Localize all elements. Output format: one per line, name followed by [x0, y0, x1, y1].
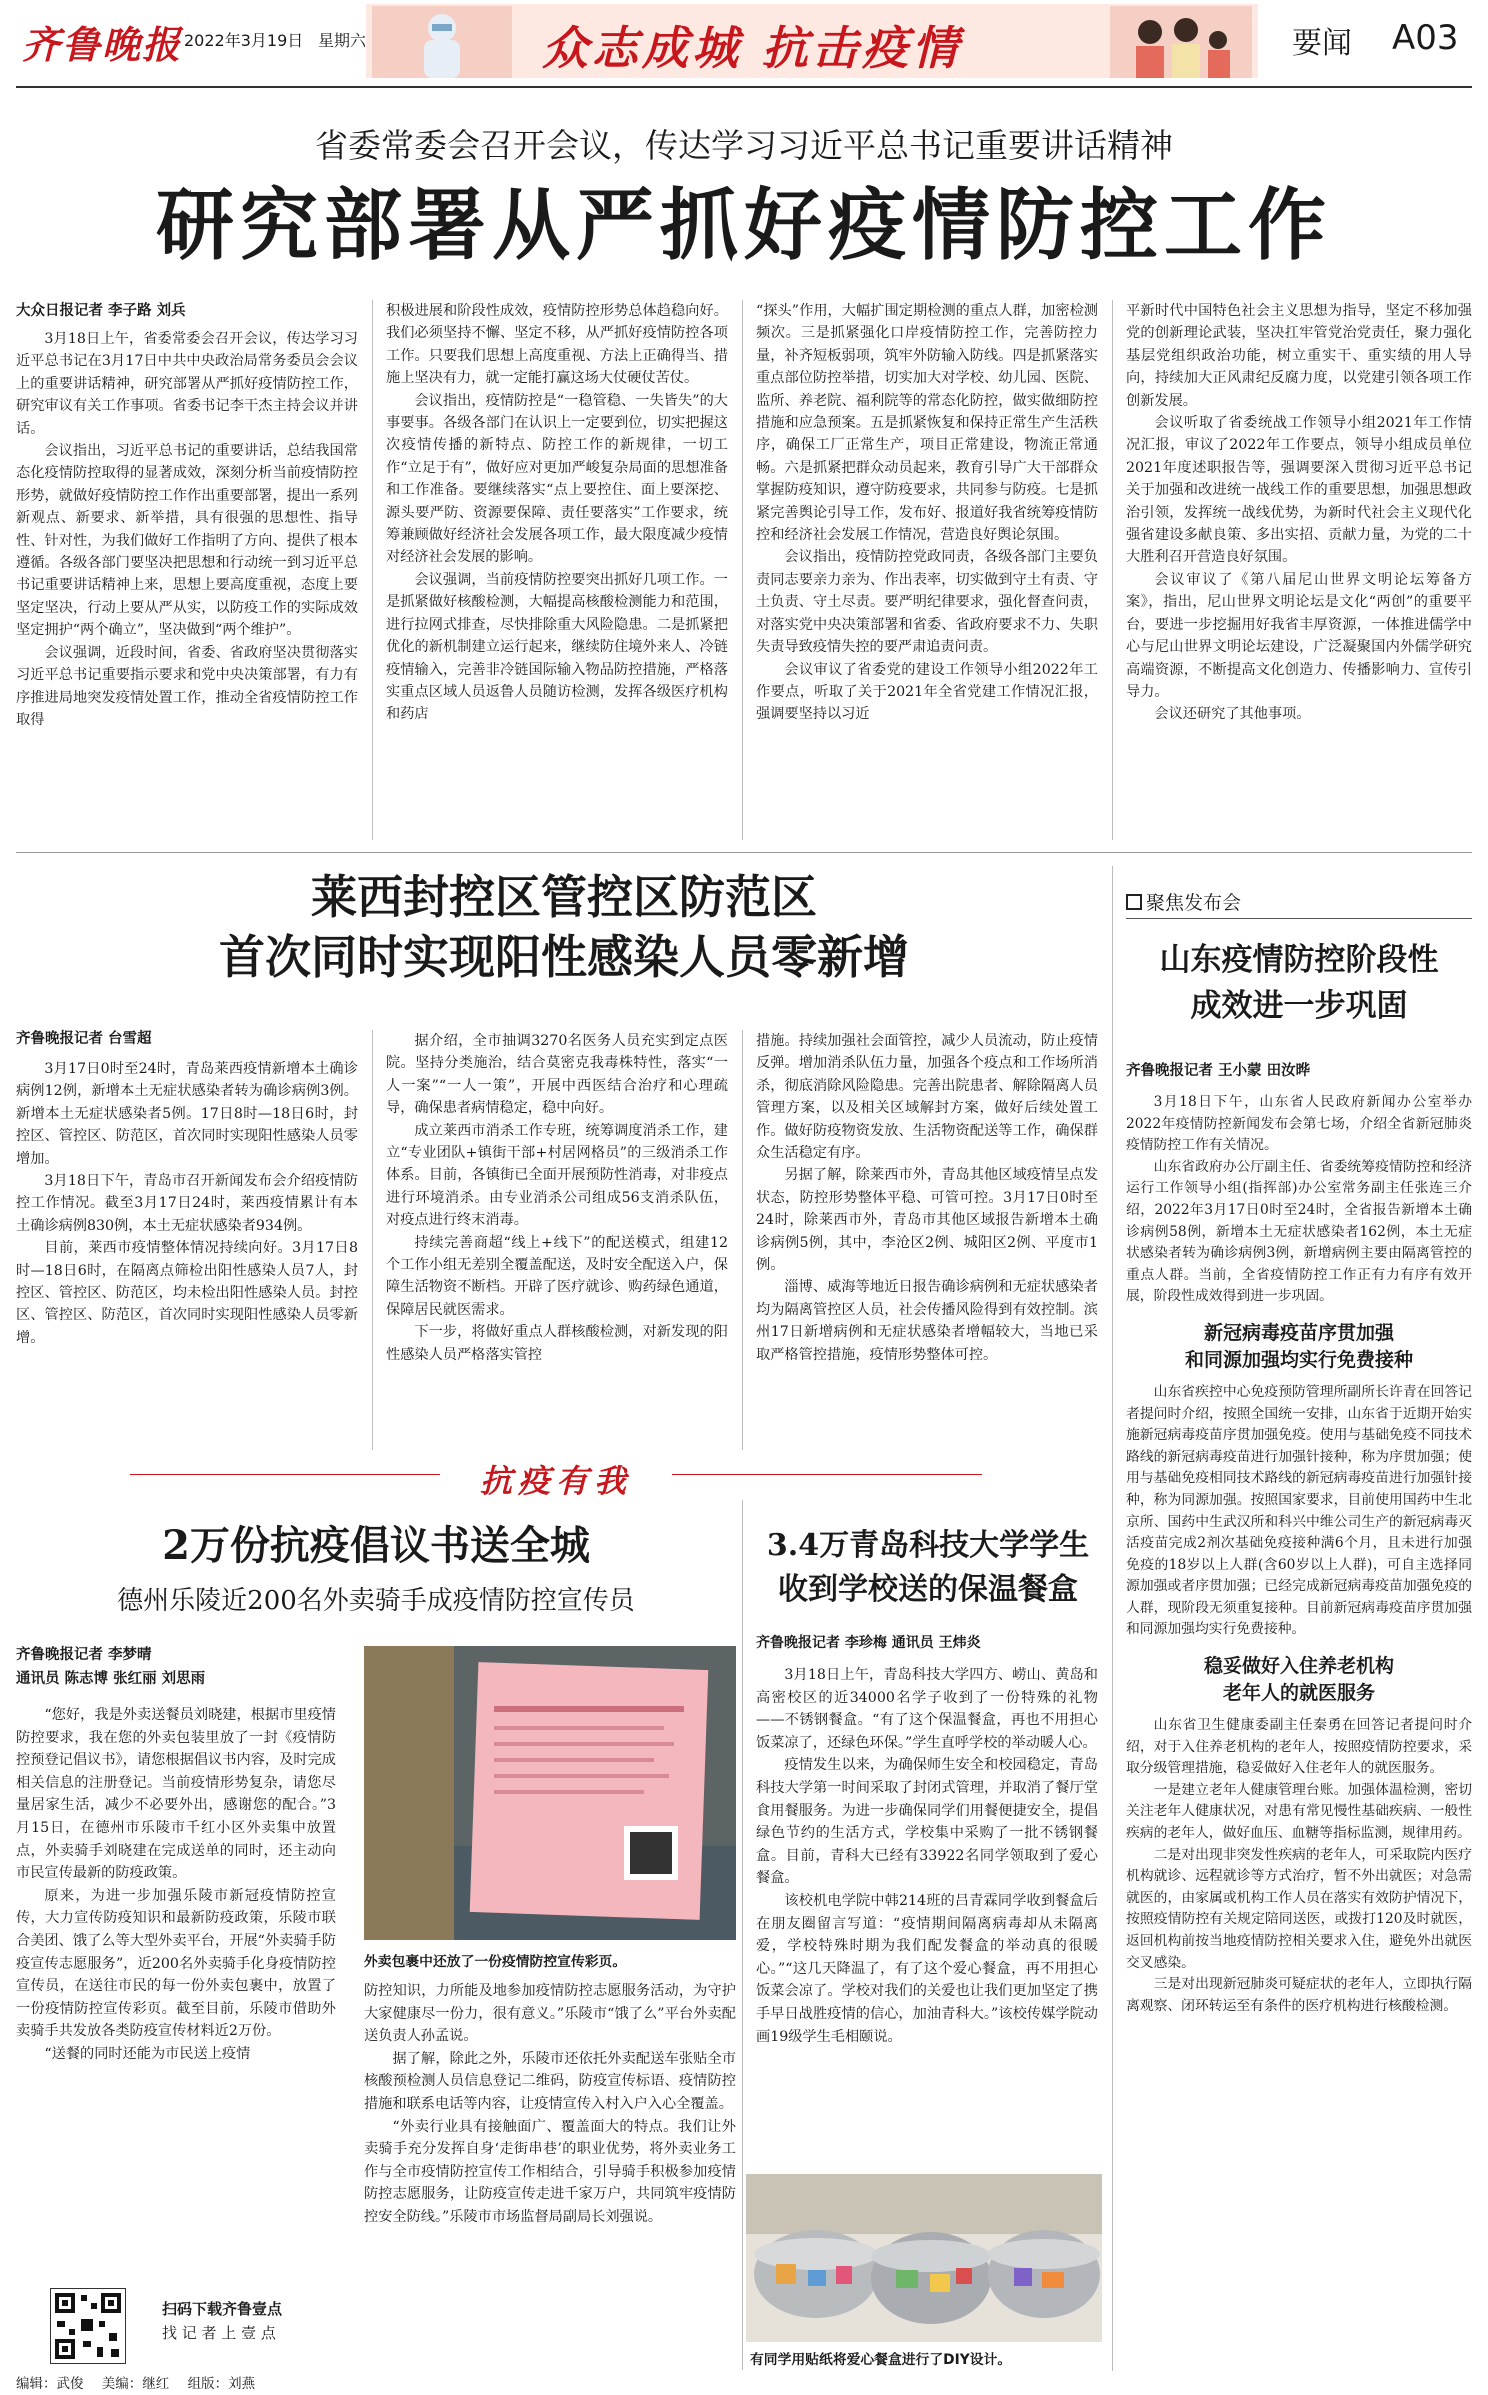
paragraph: 会议审议了《第八届尼山世界文明论坛筹备方案》，指出，尼山世界文明论坛是文化“两创”的重要平台，要进一步挖掘用好我省丰厚资源，一体推进儒学中心与尼山世界文明论坛建设，广泛凝聚国内外儒学研究高端资源，不断提高文化创造力、传播影响力、宣传引导力。 [1126, 571, 1472, 700]
laixi-col-3 [756, 1030, 1098, 1452]
lunchbox-photo [746, 2174, 1102, 2342]
lead-kicker: 省委常委会召开会议，传达学习习近平总书记重要讲话精神 [315, 126, 1173, 165]
paragraph: 会议指出，疫情防控是“一稳管稳、一失皆失”的大事要事。各级各部门在认识上一定要到位，切实把握这次疫情传播的新特点、防控工作的新规律，一切工作“立足于有”，做好应对更加严峻复杂局面的思想准备和工作准备。要继续落实“点上要控住、面上要深挖、源头要严防、资源要保障、责任要落实”工作要求，统筹兼顾做好经济社会发展各项工作，最大限度减少疫情对经济社会发展的影响。 [386, 392, 728, 566]
paragraph: 3月18日下午，山东省人民政府新闻办公室举办2022年疫情防控新闻发布会第七场，介绍全省新冠肺炎疫情防控工作有关情况。 [1126, 1094, 1472, 1154]
paragraph: 3月18日下午，青岛市召开新闻发布会介绍疫情防控工作情况。截至3月17日24时，莱西疫情累计有本土确诊病例830例，本土无症状感染者934例。 [16, 1173, 358, 1234]
family-illustration [1110, 6, 1252, 78]
footer-proofreader: 组版：刘燕 [187, 2376, 256, 2392]
lead-col-2 [386, 300, 728, 846]
paper-logo: 齐鲁晚报 [22, 22, 183, 67]
paragraph: 该校机电学院中韩214班的吕青霖同学收到餐盒后在朋友圈留言写道：“疫情期间隔离病毒却从未隔离爱，学校特殊时期为我们配发餐盒的举动真的很暖心。”“这几天降温了，有了这个爱心餐盒，再不用担心饭菜会凉了。学校对我们的关爱也让我们更加坚定了携手早日战胜疫情的信心，加油青科大。”该校传媒学院动画19级学生毛相颐说。 [756, 1892, 1098, 2045]
column-rule [742, 1030, 743, 1450]
lead-col-1 [16, 328, 358, 846]
banner [366, 4, 1258, 78]
flag-line-left [130, 1474, 440, 1475]
column-rule [372, 1030, 373, 1450]
paragraph: 会议指出，疫情防控党政同责，各级各部门主要负责同志要亲力亲为、作出表率，切实做到守土有责、守土负责、守土尽责。要严明纪律要求，强化督查问责，对落实党中央决策部署和省委、省政府要求不力、失职失责导致疫情失控的要严肃追责问责。 [756, 549, 1098, 656]
qr-text-1: 扫码下载齐鲁壹点 [162, 2300, 283, 2318]
paragraph: 积极进展和阶段性成效，疫情防控形势总体趋稳向好。我们必须坚持不懈、坚定不移，从严抓好疫情防控各项工作。只要我们思想上高度重视、方法上正确得当、措施上坚决有力，就一定能打赢这场大仗硬仗苦仗。 [386, 303, 728, 387]
paragraph: 会议审议了省委党的建设工作领导小组2022年工作要点，听取了关于2021年全省党建工作情况汇报，强调要坚持以习近 [756, 661, 1098, 723]
paragraph: 据了解，除此之外，乐陵市还依托外卖配送车张贴全市核酸预检测人员信息登记二维码，防疫宣传标语、疫情防控措施和联系电话等内容，让疫情宣传入村入户入心全覆盖。 [364, 2050, 736, 2112]
laixi-headline-2: 首次同时实现阳性感染人员零新增 [219, 930, 909, 984]
qr-text-2: 找 记 者 上 壹 点 [162, 2324, 276, 2342]
focus-headline-1: 山东疫情防控阶段性 [1159, 942, 1439, 978]
paragraph: 原来，为进一步加强乐陵市新冠疫情防控宣传，大力宣传防疫知识和最新防疫政策，乐陵市联合美团、饿了么等大型外卖平台，开展“外卖骑手防疫宣传志愿服务”，近200名外卖骑手化身疫情防控宣传员，在送往市民的每一份外卖包裹中，放置了一份疫情防控宣传彩页。截至目前，乐陵市借助外卖骑手共发放各类防疫宣传材料近2万份。 [16, 1887, 336, 2040]
paragraph: 持续完善商超“线上+线下”的配送模式，组建12个工作小组无差别全覆盖配送，及时安全配送入户，保障生活物资不断档。开辟了医疗就诊、购药绿色通道，保障居民就医需求。 [386, 1234, 728, 1318]
paragraph: 另据了解，除莱西市外，青岛其他区域疫情呈点发状态，防控形势整体平稳、可管可控。3月17日0时至24时，除莱西市外，青岛市其他区域报告新增本土确诊病例5例，其中，李沧区2例、城阳区2例、平度市1例。 [756, 1167, 1098, 1274]
paragraph: 会议还研究了其他事项。 [1154, 706, 1311, 723]
paragraph: 会议强调，当前疫情防控要突出抓好几项工作。一是抓紧做好核酸检测，大幅提高核酸检测能力和范围，进行拉网式排查，尽快排除重大风险隐患。二是抓紧把优化的新机制建立运行起来，继续防住境外来人、冷链疫情输入，完善非冷链国际输入物品防控措施，严格落实重点区域人员返鲁人员随访检测，发挥各级医疗机构和药店 [386, 571, 728, 723]
issue-weekday: 星期六 [318, 31, 367, 50]
qingdao-headline-1: 3.4万青岛科技大学学生 [766, 1528, 1090, 1563]
masthead-rule [16, 86, 1472, 88]
paragraph: 成立莱西市消杀工作专班，统筹调度消杀工作，建立“专业团队+镇街干部+村居网格员”的三级消杀工作体系。目前，各镇街已全面开展预防性消毒，对非疫点进行环境消杀。由专业消杀公司组成56支消杀队伍，对疫点进行终末消毒。 [386, 1122, 728, 1229]
qingdao-byline: 齐鲁晚报记者 李珍梅 通讯员 王炜炎 [756, 1635, 981, 1651]
column-rule [1112, 300, 1113, 840]
focus-tag [1126, 888, 1241, 915]
footer [16, 2372, 736, 2392]
paragraph: 山东省卫生健康委副主任秦勇在回答记者提问时介绍，对于入住养老机构的老年人，按照疫情防控要求，采取分级管理措施，稳妥做好入住老年人的就医服务。 [1126, 1717, 1472, 1777]
paragraph: 3月17日0时至24时，青岛莱西疫情新增本土确诊病例12例，新增本土无症状感染者转为确诊病例3例。新增本土无症状感染者5例。17日8时—18日6时，封控区、管控区、防范区，首次同时实现阳性感染人员零增加。 [16, 1061, 358, 1167]
lead-headline: 研究部署从严抓好疫情防控工作 [155, 180, 1332, 271]
section-name: 要闻 [1292, 26, 1352, 61]
column-rule [742, 1500, 743, 2370]
lunchbox-caption: 有同学用贴纸将爱心餐盒进行了DIY设计。 [750, 2352, 1012, 2368]
banner-title: 众志成城 抗击疫情 [542, 21, 963, 75]
masthead [0, 0, 1488, 86]
dezhou-byline-1: 齐鲁晚报记者 李梦晴 [16, 1647, 152, 1663]
paragraph: 平新时代中国特色社会主义思想为指导，坚定不移加强党的创新理论武装，坚决扛牢管党治党责任，聚力强化基层党组织政治功能，树立重实干、重实绩的用人导向，持续加大正风肃纪反腐力度，以党建引领各项工作创新发展。 [1126, 303, 1472, 409]
paragraph: 会议指出，习近平总书记的重要讲话，总结我国常态化疫情防控取得的显著成效，深刻分析当前疫情防控形势，就做好疫情防控工作作出重要部署，提出一系列新观点、新要求、新举措，具有很强的思想性、指导性、针对性，为我们做好工作指明了方向、提供了根本遵循。各级各部门要坚决把思想和行动统一到习近平总书记重要讲话精神上来，思想上要高度重视，态度上要坚定坚决，行动上要从严从实，以防疫工作的实际成效坚定拥护“两个确立”，坚决做到“两个维护”。 [16, 443, 358, 639]
paragraph: 三是对出现新冠肺炎可疑症状的老年人，立即执行隔离观察、闭环转运至有条件的医疗机构进行核酸检测。 [1126, 1976, 1472, 2014]
paragraph: 据介绍，全市抽调3270名医务人员充实到定点医院。坚持分类施治，结合莫密克我毒株特性，落实“一人一案”“一人一策”，开展中西医结合治疗和心理疏导，确保患者病情稳定，稳中向好。 [386, 1033, 728, 1117]
paragraph: 疫情发生以来，为确保师生安全和校园稳定，青岛科技大学第一时间采取了封闭式管理，并取消了餐厅堂食用餐服务。为进一步确保同学们用餐便捷安全，提倡绿色节约的生活方式，学校集中采购了一批不锈钢餐盒。目前，青科大已经有33922名同学领取到了爱心餐盒。 [756, 1757, 1098, 1887]
laixi-col-1 [16, 1058, 358, 1452]
focus-tag-label: 聚焦发布会 [1146, 892, 1242, 914]
paragraph: “外卖行业具有接触面广、覆盖面大的特点。我们让外卖骑手充分发挥自身‘走街串巷’的职业优势，将外卖业务工作与全市疫情防控宣传工作相结合，引导骑手积极参加疫情防控志愿服务，让防疫宣传走进千家万户，共同筑牢疫情防控安全防线。”乐陵市市场监督局副局长刘强说。 [364, 2118, 736, 2225]
dezhou-subhead: 德州乐陵近200名外卖骑手成疫情防控宣传员 [117, 1586, 635, 1616]
paragraph: 会议强调，近段时间，省委、省政府坚决贯彻落实习近平总书记重要指示要求和党中央决策部署，有力有序推进局地突发疫情处置工作，推动全省疫情防控工作取得 [16, 644, 358, 728]
lead-byline: 大众日报记者 李子路 刘兵 [16, 303, 186, 319]
issue-date: 2022年3月19日 [184, 31, 304, 50]
paragraph: 山东省政府办公厅副主任、省委统筹疫情防控和经济运行工作领导小组(指挥部)办公室常务副主任张连三介绍，2022年3月17日0时至24时，全省报告新增本土确诊病例58例，新增本土无症状感染者162例，本土无症状感染者转为确诊病例3例，新增病例主要由隔离管控的重点人群。当前，全省疫情防控工作正有力有序有效开展，阶段性成效得到进一步巩固。 [1126, 1158, 1472, 1305]
focus-rule [1126, 918, 1472, 919]
lunchbox-photo-image [746, 2174, 1102, 2342]
focus-headline-2: 成效进一步巩固 [1190, 988, 1408, 1024]
paragraph: 目前，莱西市疫情整体情况持续向好。3月17日8时—18日6时，在隔离点筛检出阳性感染人员7人，封控区、管控区、防范区，均未检出阳性感染人员。封控区、管控区、防范区，首次同时实现阳性感染人员零新增。 [16, 1240, 358, 1346]
square-icon [1126, 894, 1142, 910]
dezhou-col-1 [16, 1704, 336, 2274]
paragraph: 防控知识，力所能及地参加疫情防控志愿服务活动，为守护大家健康尽一份力，很有意义。”乐陵市“饿了么”平台外卖配送负责人孙孟说。 [364, 1983, 736, 2045]
focus-byline: 齐鲁晚报记者 王小蒙 田汝晔 [1126, 1063, 1311, 1079]
paragraph: “您好，我是外卖送餐员刘晓建，根据市里疫情防控要求，我在您的外卖包装里放了一封《疫情防控预登记倡议书》，请您根据倡议书内容，及时完成相关信息的注册登记。当前疫情形势复杂，请您尽量居家生活，减少不必要外出，感谢您的配合。”3月15日，在德州市乐陵市千红小区外卖集中放置点，外卖骑手刘晓建在完成送单的同时，还主动向市民宣传最新的防疫政策。 [16, 1707, 336, 1882]
doctor-illustration [372, 6, 512, 78]
dezhou-col-2 [364, 1980, 736, 2352]
paragraph: 山东省疾控中心免疫预防管理所副所长许青在回答记者提问时介绍，按照全国统一安排，山东省于近期开始实施新冠病毒疫苗序贯加强免疫。使用与基础免疫不同技术路线的新冠病毒疫苗进行加强针接种，称为序贯加强；使用与基础免疫相同技术路线的新冠病毒疫苗进行加强针接种，称为同源加强。按照国家要求，目前使用国药中生北京所、国药中生武汉所和科兴中维公司生产的新冠病毒灭活疫苗完成2剂次基础免疫接种满6个月，且未进行加强免疫的18岁以上人群(含60岁以上人群)，可自主选择同源加强或者序贯加强；已经完成新冠病毒疫苗加强免疫的人群，现阶段无须重复接种。目前新冠病毒疫苗序贯加强和同源加强均实行免费接种。 [1126, 1383, 1472, 1638]
flyer-photo [364, 1646, 736, 1940]
column-rule [742, 300, 743, 840]
laixi-byline: 齐鲁晚报记者 台雪超 [16, 1031, 152, 1047]
dezhou-headline: 2万份抗疫倡议书送全城 [162, 1522, 590, 1569]
paragraph: “送餐的同时还能为市民送上疫情 [44, 2045, 251, 2062]
column-rule [1112, 866, 1113, 2371]
footer-designer: 美编：继红 [101, 2376, 170, 2392]
qingdao-col [756, 1664, 1098, 2164]
focus-subhead-2: 稳妥做好入住养老机构 老年人的就医服务 [1203, 1655, 1394, 1705]
paragraph: 淄博、威海等地近日报告确诊病例和无症状感染者均为隔离管控区人员，社会传播风险得到有效控制。滨州17日新增病例和无症状感染者增幅较大，当地已采取严格管控措施，疫情形势整体可控。 [756, 1279, 1098, 1363]
flag-line-right [672, 1474, 982, 1475]
paragraph: 下一步，将做好重点人群核酸检测，对新发现的阳性感染人员严格落实管控 [386, 1324, 728, 1363]
section-rule [16, 852, 1472, 853]
section-flag: 抗疫有我 [479, 1462, 632, 1500]
lead-col-3 [756, 300, 1098, 846]
column-rule [372, 300, 373, 840]
paragraph: 措施。持续加强社会面管控，减少人员流动，防止疫情反弹。增加消杀队伍力量，加强各个疫点和工作场所消杀，彻底消除风险隐患。完善出院患者、解除隔离人员管理方案，以及相关区域解封方案，做好后续处置工作。做好防疫物资发放、生活物资配送等工作，确保群众生活稳定有序。 [756, 1033, 1098, 1162]
paragraph: 二是对出现非突发性疾病的老年人，可采取院内医疗机构就诊、远程就诊等方式治疗，暂不外出就医；对急需就医的，由家属或机构工作人员在落实有效防护情况下，按照疫情防控有关规定陪同送医，或拨打120及时就医，返回机构前按当地疫情防控相关要求入住，避免外出就医交叉感染。 [1126, 1846, 1472, 1971]
laixi-headline-1: 莱西封控区管控区防范区 [311, 870, 817, 924]
focus-col [1126, 1092, 1472, 2378]
paragraph: 3月18日上午，省委常委会召开会议，传达学习习近平总书记在3月17日中共中央政治局常务委员会会议上的重要讲话精神，研究部署从严抓好疫情防控工作，研究审议有关工作事项。省委书记李干杰主持会议并讲话。 [16, 331, 358, 437]
footer-editor: 编辑：武俊 [16, 2376, 84, 2392]
qr-code[interactable] [50, 2288, 126, 2364]
paragraph: 一是建立老年人健康管理台账。加强体温检测，密切关注老年人健康状况，对患有常见慢性基础疾病、一般性疾病的老年人，做好血压、血糖等指标监测，规律用药。 [1126, 1781, 1472, 1842]
focus-subhead-1: 新冠病毒疫苗序贯加强 和同源加强均实行免费接种 [1184, 1321, 1413, 1371]
flyer-caption: 外卖包裹中还放了一份疫情防控宣传彩页。 [364, 1954, 627, 1970]
qr-code-image [51, 2289, 125, 2363]
dezhou-byline-2: 通讯员 陈志博 张红丽 刘思雨 [16, 1671, 206, 1687]
laixi-col-2 [386, 1030, 728, 1452]
page-number: A03 [1392, 18, 1459, 58]
paragraph: 会议听取了省委统战工作领导小组2021年工作情况汇报，审议了2022年工作要点，领导小组成员单位2021年度述职报告等，强调要深入贯彻习近平总书记关于加强和改进统一战线工作的重要思想，加强思想政治引领，发挥统一战线优势，为新时代社会主义现代化强省建设多献良策、多出实招、贡献力量，为党的二十大胜利召开营造良好氛围。 [1126, 415, 1472, 566]
qingdao-headline-2: 收到学校送的保温餐盒 [778, 1572, 1078, 1607]
paragraph: 3月18日上午，青岛科技大学四方、崂山、黄岛和高密校区的近34000名学子收到了一份特殊的礼物——不锈钢餐盒。“有了这个保温餐盒，再也不用担心饭菜凉了，还绿色环保。”学生直呼学校的举动暖人心。 [756, 1667, 1098, 1751]
paragraph: “探头”作用，大幅扩围定期检测的重点人群，加密检测频次。三是抓紧强化口岸疫情防控工作，完善防控力量，补齐短板弱项，筑牢外防输入防线。四是抓紧落实重点部位防控举措，切实加大对学校、幼儿园、医院、监所、养老院、福利院等的常态化防控，做实做细防控措施和应急预案。五是抓紧恢复和保持正常生产生活秩序，确保工厂正常生产，项目正常建设，物流正常通畅。六是抓紧把群众动员起来，教育引导广大干部群众掌握防疫知识，遵守防疫要求，共同参与防疫。七是抓紧完善舆论引导工作，发布好、报道好我省统筹疫情防控和经济社会发展工作情况，营造良好舆论氛围。 [756, 303, 1098, 544]
flyer-photo-image [364, 1646, 736, 1940]
lead-col-4 [1126, 300, 1472, 846]
